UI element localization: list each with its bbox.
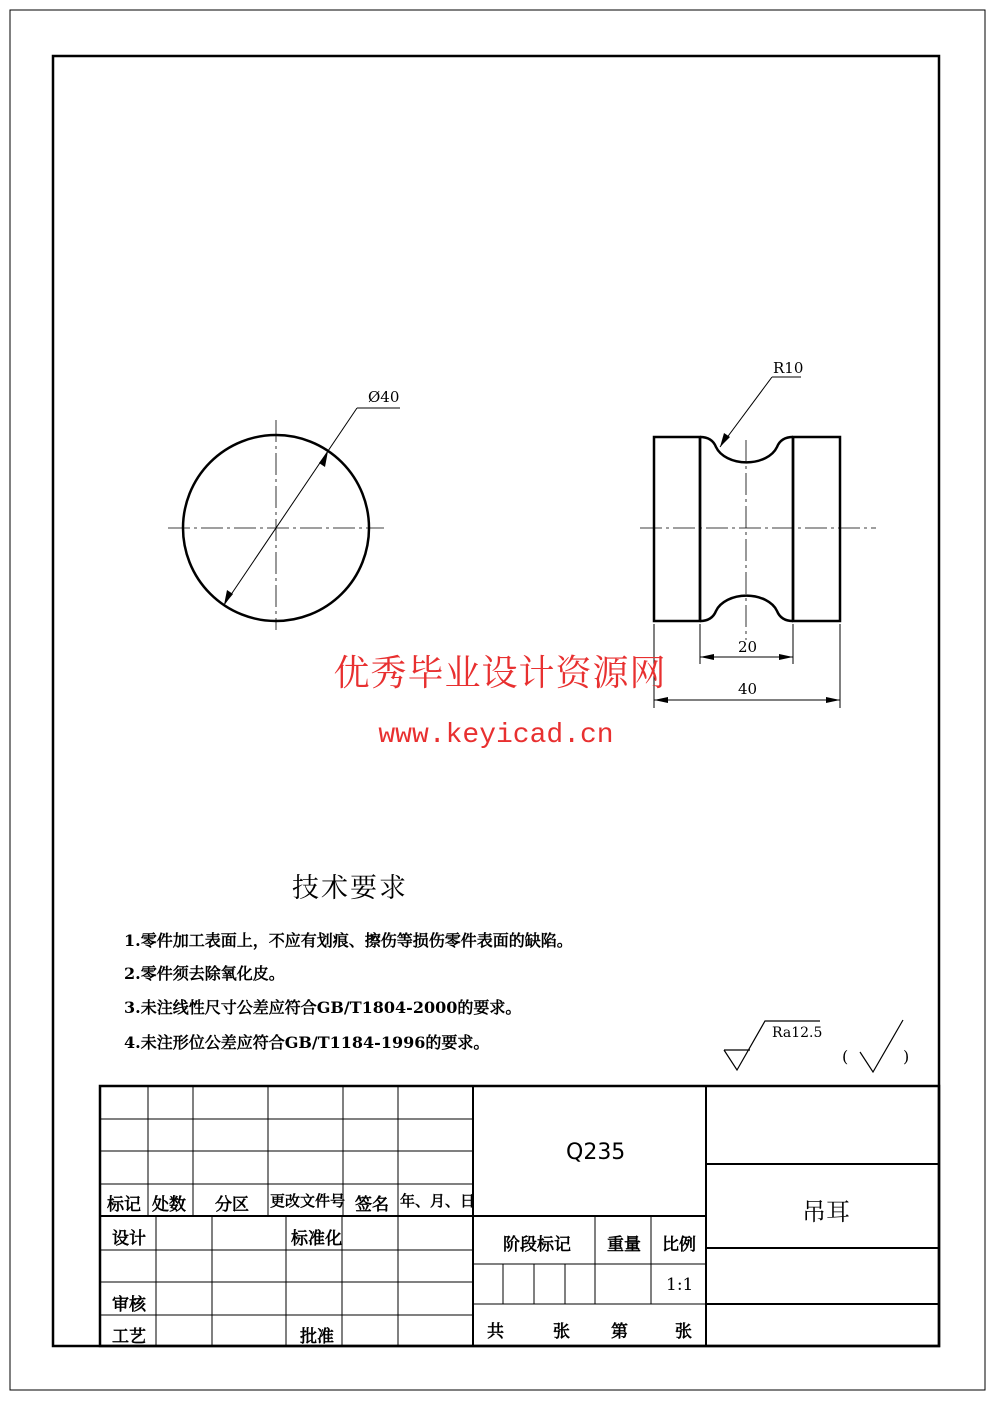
standardize-label: 标准化 [291, 1229, 342, 1249]
stage-mark-label: 阶段标记 [503, 1235, 571, 1255]
rev-header-sign: 签名 [355, 1195, 389, 1215]
approve-label: 批准 [300, 1327, 334, 1347]
groove-bottom [700, 596, 793, 621]
requirement-item: 4.未注形位公差应符合GB/T1184-1996的要求。 [124, 1033, 490, 1052]
groove-top [700, 437, 793, 462]
watermark-title: 优秀毕业设计资源网 [333, 653, 667, 694]
requirement-item: 2.零件须去除氧化皮。 [124, 964, 285, 983]
roughness-paren-open: ( [842, 1047, 849, 1066]
requirement-item: 3.未注线性尺寸公差应符合GB/T1804-2000的要求。 [124, 998, 522, 1017]
drawing-frame [53, 56, 939, 1346]
rev-header-mark: 标记 [107, 1195, 141, 1215]
front-view [168, 388, 400, 630]
process-label: 工艺 [112, 1327, 146, 1347]
arrow-40-left [654, 697, 668, 703]
dim-20-label: 20 [738, 638, 758, 656]
diameter-arrow-2 [319, 451, 328, 467]
review-label: 审核 [112, 1295, 146, 1315]
sheets-label-2: 张 [675, 1322, 692, 1342]
weight-label: 重量 [607, 1235, 641, 1255]
rev-header-doc: 更改文件号 [270, 1192, 346, 1210]
watermark-url: www.keyicad.cn [378, 720, 614, 751]
radius-label: R10 [773, 359, 804, 377]
left-flange [654, 437, 700, 621]
roughness-label: Ra12.5 [772, 1025, 823, 1041]
sheet-no-label: 第 [611, 1322, 628, 1342]
requirement-item: 1.零件加工表面上，不应有划痕、擦伤等损伤零件表面的缺陷。 [124, 931, 573, 950]
design-label: 设计 [112, 1229, 146, 1249]
requirements-title: 技术要求 [292, 873, 408, 904]
diameter-arrow-1 [224, 590, 233, 605]
part-name: 吊耳 [802, 1198, 850, 1226]
arrow-40-right [826, 697, 840, 703]
rev-header-zone: 分区 [215, 1195, 249, 1215]
side-view [654, 437, 840, 621]
radius-dim [720, 359, 803, 447]
total-label: 共 [487, 1322, 504, 1342]
sheets-label: 张 [553, 1322, 570, 1342]
diameter-dim-line [224, 408, 357, 605]
roughness-paren-close: ) [903, 1047, 910, 1066]
rev-header-date: 年、月、日 [400, 1192, 476, 1210]
scale-value: 1:1 [666, 1275, 694, 1295]
material-value: Q235 [566, 1140, 626, 1165]
scale-label: 比例 [662, 1235, 696, 1255]
diameter-label: Ø40 [368, 388, 400, 406]
dim-40-label: 40 [738, 680, 758, 698]
roughness-check-small [860, 1020, 903, 1072]
rev-header-count: 处数 [152, 1195, 186, 1215]
right-flange [793, 437, 840, 621]
